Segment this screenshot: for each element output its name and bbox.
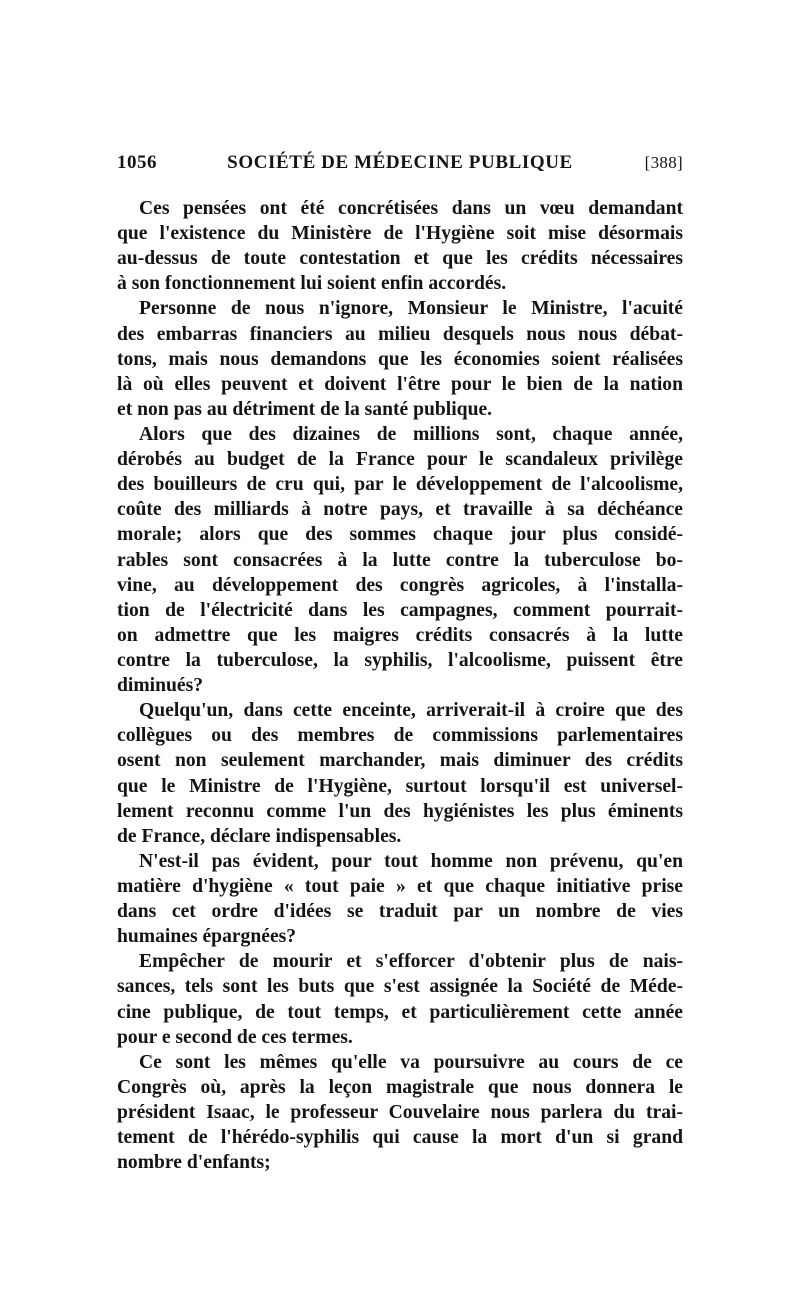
- text-line: dans cet ordre d'idées se traduit par un nombre de vies: [117, 901, 683, 923]
- text-line: tement de l'hérédo-syphilis qui cause la mort d'un si grand: [117, 1127, 683, 1149]
- text-line: Ce sont les mêmes qu'elle va poursuivre au cours de ce: [139, 1051, 683, 1073]
- text-line: morale; alors que des sommes chaque jour plus considé-: [117, 524, 683, 546]
- running-head: [117, 152, 683, 184]
- text-line: lement reconnu comme l'un des hygiénistes les plus éminents: [117, 800, 683, 822]
- text-line: on admettre que les maigres crédits consacrés à la lutte: [117, 624, 683, 646]
- text-line: Ces pensées ont été concrétisées dans un vœu demandant: [139, 198, 683, 219]
- text-line: matière d'hygiène « tout paie » et que chaque initiative prise: [117, 875, 683, 897]
- body-text: [117, 196, 683, 1175]
- text-line: Empêcher de mourir et s'efforcer d'obtenir plus de nais-: [139, 951, 683, 973]
- text-line: nombre d'enfants;: [117, 1152, 271, 1174]
- text-line: sances, tels sont les buts que s'est assignée la Société de Méde-: [117, 976, 683, 998]
- text-line: et non pas au détriment de la santé publique.: [117, 398, 493, 420]
- text-line: Congrès où, après la leçon magistrale que nous donnera le: [117, 1076, 683, 1098]
- text-line: au-dessus de toute contestation et que les crédits nécessaires: [117, 248, 683, 270]
- text-line: là où elles peuvent et doivent l'être pour le bien de la nation: [117, 373, 683, 395]
- text-line: diminués?: [117, 675, 204, 697]
- text-line: coûte des milliards à notre pays, et travaille à sa déchéance: [117, 499, 683, 521]
- text-line: de France, déclare indispensables.: [117, 825, 402, 847]
- text-line: tons, mais nous demandons que les économies soient réalisées: [117, 348, 683, 370]
- text-line: tion de l'électricité dans les campagnes, comment pourrait-: [117, 599, 683, 621]
- text-line: Quelqu'un, dans cette enceinte, arriverait-il à croire que des: [139, 700, 683, 722]
- text-line: contre la tuberculose, la syphilis, l'alcoolisme, puissent être: [117, 649, 683, 671]
- text-line: à son fonctionnement lui soient enfin accordés.: [117, 273, 507, 295]
- text-line: que le Ministre de l'Hygiène, surtout lorsqu'il est universel-: [117, 775, 683, 797]
- folio-number: [388]: [644, 153, 683, 172]
- text-line: des embarras financiers au milieu desquels nous nous débat-: [117, 323, 683, 345]
- text-line: collègues ou des membres de commissions parlementaires: [117, 725, 683, 747]
- text-line: des bouilleurs de cru qui, par le développement de l'alcoolisme,: [117, 474, 683, 496]
- text-line: Personne de nous n'ignore, Monsieur le Ministre, l'acuité: [139, 298, 683, 320]
- text-line: cine publique, de tout temps, et particulièrement cette année: [117, 1001, 683, 1023]
- running-title: SOCIÉTÉ DE MÉDECINE PUBLIQUE: [227, 152, 573, 173]
- text-line: humaines épargnées?: [117, 926, 297, 948]
- text-line: pour e second de ces termes.: [117, 1026, 353, 1048]
- text-line: osent non seulement marchander, mais diminuer des crédits: [117, 750, 683, 772]
- text-line: que l'existence du Ministère de l'Hygiène soit mise désormais: [117, 223, 683, 245]
- page-number: 1056: [117, 152, 157, 173]
- text-line: rables sont consacrées à la lutte contre la tuberculose bo-: [117, 549, 683, 571]
- text-line: Alors que des dizaines de millions sont, chaque année,: [139, 423, 683, 445]
- text-line: dérobés au budget de la France pour le scandaleux privilège: [117, 449, 683, 471]
- text-line: N'est-il pas évident, pour tout homme non prévenu, qu'en: [139, 850, 683, 872]
- text-line: vine, au développement des congrès agricoles, à l'installa-: [117, 574, 683, 596]
- text-line: président Isaac, le professeur Couvelaire nous parlera du trai-: [117, 1101, 683, 1123]
